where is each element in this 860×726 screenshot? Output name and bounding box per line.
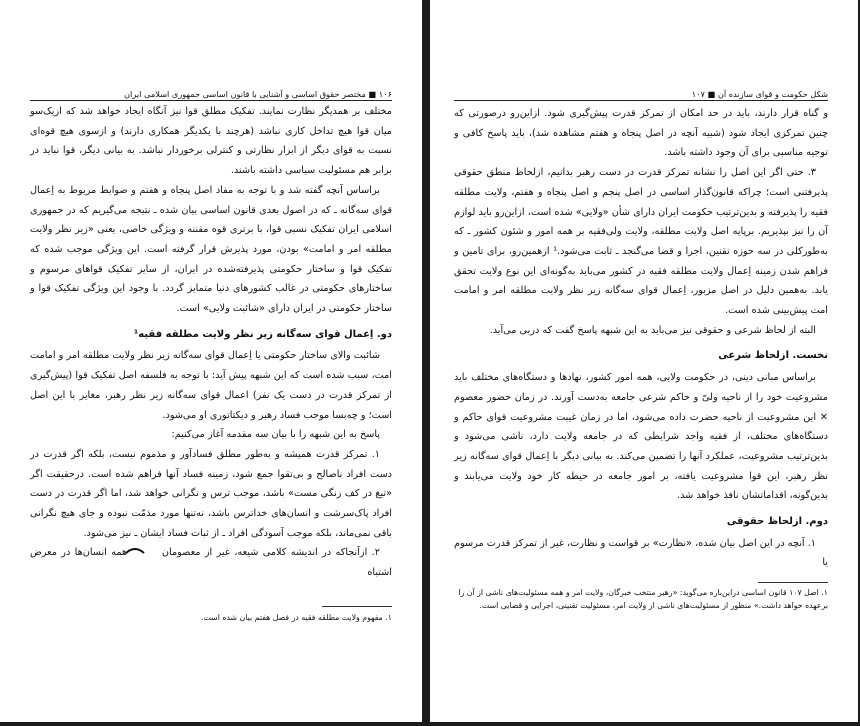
footnote: ۱. مفهوم ولایت مطلقه فقیه در فصل هفتم بیان شده است. [201, 613, 392, 622]
section-heading: دوم. ازلحاظ حقوقی [726, 516, 828, 528]
paragraph: ۱. آنچه در این اصل بیان شده، «نظارت» بر قواست و نظارت، غیر از تمرکز قدرت مرسوم یا [454, 537, 828, 569]
paragraph-part: ۲. ازآنجاکه در اندیشه کلامی شیعه، غیر از معصومان [161, 547, 380, 559]
footnote-rule [758, 582, 828, 583]
paragraph: براساس آنچه گفته شد و با توجه به مفاد اصل پنجاه و هفتم و ضوابط مربوط به اِعمال قوای سه‌گانه ـ که در اصول بعدی قانون اساسی بیان شده ـ نتیجه می‌گیریم که در جمهوری اسلامی ایران تفکیک نسبی قوا، با برتری قوه مقننه و ویژگی خاصی، یعنی «زیر نظر ولایت مطلقه امر و امامت» بودن، مورد پذیرش قرار گرفته است. این ویژگی موجب شده که تفکیک قوا و ساختار حکومتی پذیرفته‌شده در ایران، از سایر تفکیک قواهای مرسوم و ساختارهای حکومتی در غالب کشورهای دنیا متمایز گردد. با وجود این ویژگی تفکیک قوا و ساختار حکومتی در ایران دارای «شائبت ولایی» است. [30, 184, 392, 315]
paragraph: البته از لحاظ شرعی و حقوقی نیز می‌باید به این شبهه پاسخ گفت که دربی می‌آید. [489, 324, 816, 336]
header-rule [30, 100, 392, 101]
page-header: شکل حکومت و قوای سازنده آن ■ ۱۰۷ [691, 89, 828, 99]
right-page [430, 0, 858, 722]
page-body [30, 102, 392, 583]
page-header: ۱۰۶ ■ مختصر حقوق اساسی و آشنایی با قانون اساسی جمهوری اسلامی ایران [124, 89, 392, 99]
section-heading: دو. اِعمال قوای سه‌گانه زیر نظر ولایت مطلقه فقیه¹ [133, 328, 392, 340]
paragraph [30, 543, 392, 582]
left-page [0, 0, 422, 722]
page-body [454, 104, 828, 573]
section-heading: نخست. ازلحاظ شرعی [718, 350, 828, 362]
paragraph: ۳. حتی اگر این اصل را نشانه تمرکز قدرت در دست رهبر بدانیم، ازلحاظ منطق حقوقی پذیرفتنی است؛ چراکه قانون‌گذار اساسی در اصل پنجم و اصل پنجاه و هفتم، ولایت مطلقه فقیه را پذیرفته و بدین‌ترتیب حکومت ایران دارای شأن «ولایی» شده است، ازاین‌رو باید لوازم آن را نیز بپذیریم. برپایه اصل ولایت مطلقه، ولایت ولی‌فقیه بر همه امور و شئون کشور ـ که به‌طورکلی در سه حوزه تقنین، اجرا و قضا می‌گنجد ـ ثابت می‌شود.¹ ازهمین‌رو، برای تامین و فراهم شدن زمینه اِعمال ولایت مطلقه فقیه در کشور می‌باید به‌گونه‌ای این نوع ولایت تحقق یابد. به‌همین دلیل در اصل مزبور، اِعمال قوای سه‌گانه زیر نظر ولایت مطلقه امر و امامت امت پیش‌بینی شده است. [454, 167, 828, 317]
paragraph: براساس مبانی دینی، در حکومت ولایی، همه امور کشور، نهادها و دستگاه‌های مختلف باید مشروعیت خود را از ناحیه ولیّ و حاکم شرعی جامعه به‌دست آورند. در زمان حضور معصوم ✕ این مشروعیت از ناحیه حضرت داده می‌شود، اما در زمان غیبت مشروعیت قوای حاکم و دستگاه‌های مختلف، از فقیه واجد شرایطی که در جامعه ولایت دارد، ناشی می‌شود و بدین‌ترتیب مشروعیت، عملکرد آنها را تضمین می‌کند. به بیانی دیگر با اِعمال قوای سه‌گانه زیر نظر رهبر، این قوا مشروعیت یافته، بر امور جامعه در حیطه کار خود ولایت می‌یابند و بدین‌گونه، اقداماتشان نافذ خواهد شد. [454, 372, 828, 502]
paragraph: و گناه قرار دارند، باید در حد امکان از تمرکز قدرت پیش‌گیری شود. ازاین‌رو درصورتی که چنین تمرکزی ایجاد شود (شبیه آنچه در اصل پنجاه و هفتم مشاهده شد)، باید پاسخ کافی و توجیه مناسبی برای آن وجود داشته باشد. [454, 108, 828, 159]
paragraph: شائبت والای ساختار حکومتی یا اِعمال قوای سه‌گانه زیر نظر ولایت مطلقه امر و امامت امت، سبب شده است که این شبهه پیش آید: با توجه به فلسفه اصل تفکیک قوا (پیش‌گیری از تمرکز قدرت در دست یک نفر) اعمال قوای سه‌گانه زیر نظر رهبر، مغایر با این اصل است؛ و چه‌بسا موجب فساد رهبر و دیکتاتوری او می‌شود. [30, 350, 392, 421]
paragraph: مختلف بر همدیگر نظارت نمایند. تفکیک مطلق قوا نیز آنگاه ایجاد خواهد شد که ازیک‌سو میان قوا هیچ تداخل کاری نباشد (هرچند با یکدیگر همکاری دارند) و ازسوی هیچ قوه‌ای نسبت به قوای دیگر از ابزار نظارتی و کنترلی برخوردار نباشد. به بیانی دیگر، قوا نباید در برابر هم مسئولیت سیاسی داشته باشند. [30, 106, 392, 177]
paragraph: ۱. تمرکز قدرت همیشه و به‌طور مطلق فسادآور و مذموم نیست، بلکه اگر قدرت در دست افراد ناصالح و بی‌تقوا جمع شود، زمینه فساد آنها فراهم شده است. درحقیقت اگر «تیغ در کف زنگی مست» باشد، موجب ترس و نگرانی خواهد شد، اما اگر قدرت در دست افراد پاک‌سرشت و انسان‌های خداترس باشد، نه‌تنها مورد مذمّت نبوده و جای هیچ نگرانی باقی نمی‌ماند، بلکه موجب آسودگی افراد ـ از ثبات فساد ایشان ـ نیز می‌شود. [30, 448, 392, 539]
paragraph-part: همه انسان‌ها در معرض اشتباه [30, 547, 392, 579]
paragraph: پاسخ به این شبهه را با بیان سه مقدمه آغاز می‌کنیم: [171, 429, 380, 441]
footnote: ۱. اصل ۱۰۷ قانون اساسی دراین‌باره می‌گوید: «رهبر منتخب خبرگان، ولایت امر و همه مسئولیت‌های ناشی از آن را برعهده خواهد داشت.» منظور از مسئولیت‌های ناشی از ولایت امر، مسئولیت تقنینی، اجرایی و قضایی است. [458, 588, 828, 610]
header-rule [454, 100, 828, 101]
honorific-symbol-icon [132, 543, 158, 563]
footnote-rule [322, 606, 392, 607]
